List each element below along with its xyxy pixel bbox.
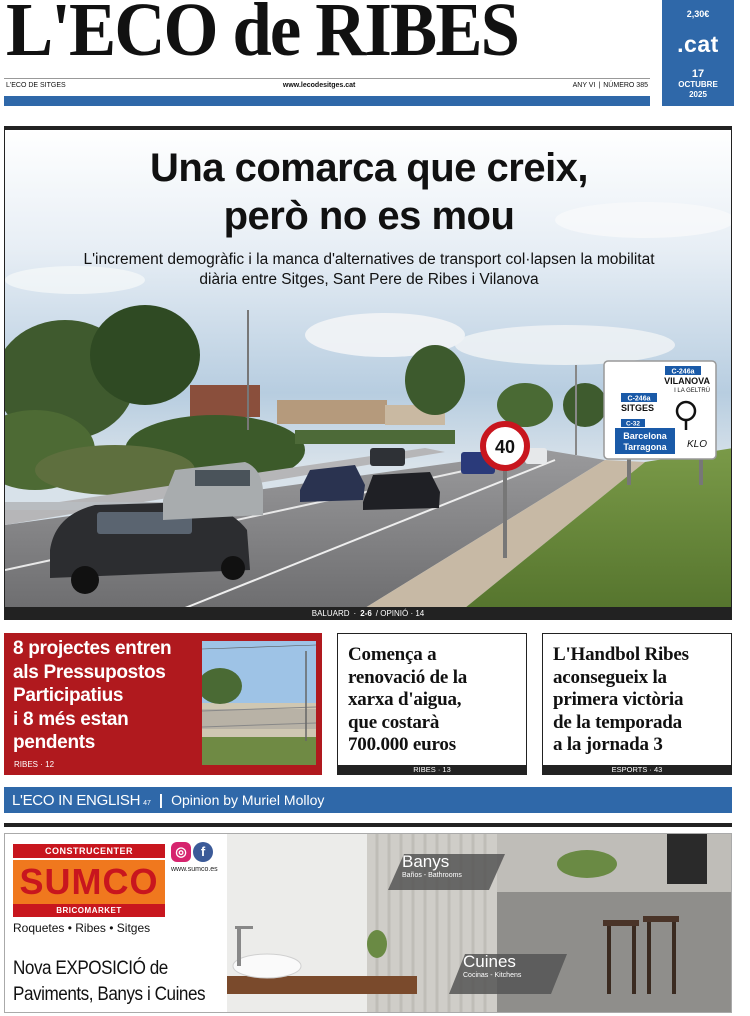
masthead-blue-rule	[4, 96, 650, 106]
headline-line-2: però no es mou	[223, 194, 515, 238]
ad-line-1: Nova EXPOSICIÓ de	[13, 958, 168, 979]
teaser-line: a la jornada 3	[553, 734, 663, 755]
english-page: 47	[143, 799, 151, 807]
date-day: 17	[691, 68, 705, 80]
caption-section: BALUARD	[311, 609, 350, 618]
teaser-title	[13, 637, 198, 755]
ad-line-2: Paviments, Banys i Cuines	[13, 984, 206, 1005]
subhead-line-2: diària entre Sitges, Sant Pere de Ribes i Vilanova	[199, 271, 539, 288]
year-label: ANY VI	[572, 82, 596, 89]
teaser-xarxa-aigua[interactable]	[337, 633, 527, 775]
sumco-logo: SUMCO	[13, 860, 165, 904]
sign-sitges-code: C-246a	[627, 395, 651, 403]
publisher-label: L'ECO DE SITGES	[6, 82, 66, 89]
website-link[interactable]: www.lecodesitges.cat	[282, 82, 356, 89]
main-subheadline	[5, 250, 732, 290]
teaser-line: Comença a	[348, 644, 437, 665]
teaser-line: 8 projectes entren	[13, 638, 172, 659]
hero-caption-bar	[4, 607, 732, 620]
price: 2,30€	[686, 9, 710, 19]
sumco-advert[interactable]	[4, 833, 732, 1013]
teaser-page-label: ESPORTS · 43	[543, 765, 731, 774]
masthead	[6, 0, 652, 78]
teaser-photo	[202, 641, 316, 765]
caption-pages: 2-6	[360, 609, 372, 618]
teaser-line: primera victòria	[553, 689, 684, 710]
domain-badge: .cat	[677, 31, 719, 57]
sign-barcelona: Barcelona	[623, 431, 667, 441]
newspaper-logo[interactable]: L'ECO de RIBES	[6, 0, 519, 72]
ad-towns: Roquetes • Ribes • Sitges	[13, 921, 151, 935]
ad-text-panel	[5, 834, 227, 1013]
section-rule-bottom	[4, 823, 732, 827]
teaser-handbol[interactable]	[542, 633, 732, 775]
sign-sitges: SITGES	[621, 403, 655, 413]
ad-tag-banys	[402, 852, 502, 890]
tag-cuines-sub: Cocinas - Kitchens	[463, 972, 522, 979]
hero-story[interactable]	[4, 130, 732, 608]
issue-separator: |	[598, 82, 601, 89]
teaser-line: 700.000 euros	[348, 734, 456, 755]
issue-number: NÚMERO 385	[603, 82, 648, 89]
date-month: OCTUBRE	[678, 80, 718, 90]
teaser-page-label: RIBES · 13	[338, 765, 526, 774]
social-icons	[171, 842, 213, 862]
sign-geltru: I LA GELTRÚ	[674, 388, 710, 394]
teaser-line: aconsegueix la	[553, 666, 667, 688]
sumco-top-band: CONSTRUCENTER	[13, 844, 165, 858]
ad-tag-cuines	[463, 952, 563, 992]
tag-banys-label: Banys	[402, 852, 450, 871]
ad-website[interactable]: www.sumco.es	[171, 866, 218, 873]
teaser-title	[553, 644, 728, 757]
caption-opinion: / OPINIÓ · 14	[375, 609, 425, 618]
teaser-line: xarxa d'aigua,	[348, 689, 462, 710]
teaser-line: L'Handbol Ribes	[553, 644, 689, 665]
speed-limit-text: 40	[494, 437, 516, 457]
teaser-line: Participatius	[13, 685, 124, 706]
teaser-line: pendents	[13, 732, 96, 753]
teaser-line: que costarà	[348, 711, 440, 733]
tag-banys-sub: Baños - Bathrooms	[402, 872, 462, 879]
sign-tarragona: Tarragona	[623, 442, 667, 452]
sign-vilanova-code: C-246a	[671, 368, 695, 376]
instagram-icon[interactable]: ◎	[171, 842, 191, 862]
teaser-title	[348, 644, 523, 757]
car-grey-van	[163, 462, 263, 520]
caption-sep: ·	[353, 609, 357, 618]
english-section-bar[interactable]	[4, 787, 732, 813]
headline-line-1: Una comarca que creix,	[149, 146, 589, 190]
english-opinion: Opinion by Muriel Molloy	[171, 792, 325, 808]
info-bar	[4, 78, 650, 92]
main-headline[interactable]	[5, 144, 732, 240]
sign-vilanova: VILANOVA	[664, 376, 710, 386]
date-box	[662, 0, 734, 106]
facebook-icon[interactable]: f	[193, 842, 213, 862]
sumco-bottom-band: BRICOMARKET	[13, 904, 165, 917]
sign-c32: C-32	[625, 420, 641, 428]
english-separator: |	[158, 791, 164, 809]
english-title: L'ECO IN ENGLISH	[12, 791, 141, 809]
subhead-line-1: L'increment demogràfic i la manca d'alternatives de transport col·lapsen la mobilitat	[83, 251, 655, 268]
teaser-line: als Pressupostos	[13, 661, 166, 683]
teaser-line: i 8 més estan	[13, 708, 129, 730]
tag-cuines-label: Cuines	[463, 952, 516, 971]
teaser-line: de la temporada	[553, 711, 682, 733]
sign-km: KLO	[686, 439, 708, 450]
teaser-page-label: RIBES · 12	[14, 760, 55, 769]
issue-info	[573, 82, 648, 89]
teaser-pressupostos[interactable]	[4, 633, 322, 775]
date-year: 2025	[689, 89, 707, 99]
teaser-line: renovació de la	[348, 666, 468, 688]
